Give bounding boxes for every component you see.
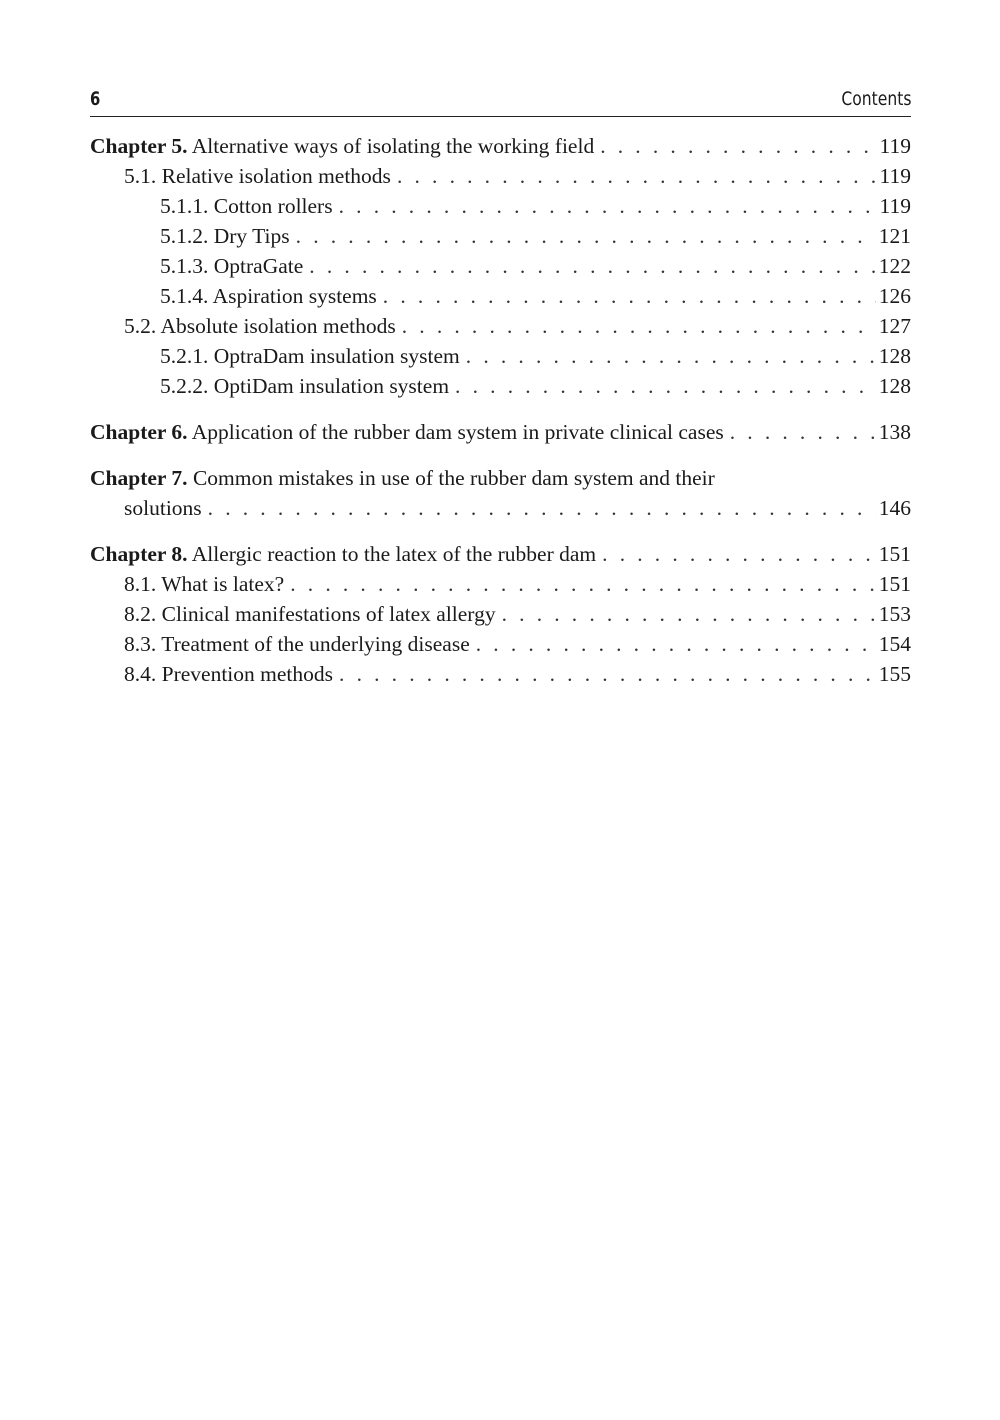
- dot-leader: [502, 599, 876, 629]
- dot-leader: [208, 493, 876, 523]
- toc-entry-chapter-7: [90, 493, 911, 523]
- page-ref: 119: [879, 194, 911, 218]
- dot-leader: [339, 191, 877, 221]
- dot-leader: [600, 131, 876, 161]
- chapter-title-line-1: Common mistakes in use of the rubber dam system and their: [192, 466, 715, 490]
- page-ref: 122: [878, 254, 911, 278]
- page-ref: 119: [879, 164, 911, 188]
- section-title: 5.1. Relative isolation methods: [124, 164, 391, 188]
- dot-leader: [290, 569, 876, 599]
- toc-entry-5-1[interactable]: [90, 161, 911, 191]
- toc-entry-5-1-4[interactable]: [90, 281, 911, 311]
- section-title: 5.1.2. Dry Tips: [160, 224, 290, 248]
- toc-entry-chapter-6[interactable]: [90, 417, 911, 447]
- page-ref: 146: [878, 496, 911, 520]
- running-head: [90, 86, 911, 117]
- chapter-label: Chapter 5.: [90, 134, 188, 158]
- toc-entry-chapter-8[interactable]: [90, 539, 911, 569]
- dot-leader: [383, 281, 876, 311]
- page-number: 6: [90, 88, 101, 110]
- section-title: 5.1.4. Aspiration systems: [160, 284, 377, 308]
- dot-leader: [730, 417, 876, 447]
- toc-entry-5-2-1[interactable]: [90, 341, 911, 371]
- toc-entry-8-1[interactable]: [90, 569, 911, 599]
- page-ref: 138: [878, 420, 911, 444]
- toc-entry-8-4[interactable]: [90, 659, 911, 689]
- dot-leader: [309, 251, 875, 281]
- dot-leader: [455, 371, 876, 401]
- page-ref: 121: [878, 224, 911, 248]
- page-ref: 127: [878, 314, 911, 338]
- section-title: 8.3. Treatment of the underlying disease: [124, 632, 470, 656]
- toc-entry-5-1-3[interactable]: [90, 251, 911, 281]
- page-ref: 155: [878, 662, 911, 686]
- section-title: 5.1.1. Cotton rollers: [160, 194, 333, 218]
- dot-leader: [397, 161, 877, 191]
- toc-chapter-6: [90, 417, 911, 447]
- toc-entry-8-3[interactable]: [90, 629, 911, 659]
- dot-leader: [476, 629, 876, 659]
- running-head-title: Contents: [840, 88, 911, 110]
- toc-entry-5-2-2[interactable]: [90, 371, 911, 401]
- chapter-title: Alternative ways of isolating the working field: [191, 134, 595, 158]
- table-of-contents: [90, 131, 911, 705]
- section-title: 5.1.3. OptraGate: [160, 254, 304, 278]
- section-title: 5.2.1. OptraDam insulation system: [160, 344, 460, 368]
- section-title: 5.2. Absolute isolation methods: [124, 314, 396, 338]
- page-ref: 151: [878, 572, 911, 596]
- toc-entry-5-1-2[interactable]: [90, 221, 911, 251]
- dot-leader: [602, 539, 876, 569]
- chapter-label: Chapter 7.: [90, 466, 188, 490]
- toc-chapter-8: [90, 539, 911, 689]
- toc-chapter-5: [90, 131, 911, 401]
- chapter-title-line-2: solutions: [124, 496, 202, 520]
- toc-entry-5-2[interactable]: [90, 311, 911, 341]
- section-title: 8.1. What is latex?: [124, 572, 285, 596]
- toc-entry-chapter-5[interactable]: [90, 131, 911, 161]
- chapter-title: Application of the rubber dam system in private clinical cases: [191, 420, 724, 444]
- chapter-title: Allergic reaction to the latex of the rubber dam: [191, 542, 597, 566]
- dot-leader: [402, 311, 876, 341]
- section-title: 5.2.2. OptiDam insulation system: [160, 374, 450, 398]
- dot-leader: [339, 659, 876, 689]
- page-ref: 119: [879, 134, 911, 158]
- dot-leader: [466, 341, 876, 371]
- page-ref: 151: [878, 542, 911, 566]
- dot-leader: [296, 221, 876, 251]
- section-title: 8.2. Clinical manifestations of latex allergy: [124, 602, 496, 626]
- page-ref: 153: [878, 602, 911, 626]
- page-ref: 154: [878, 632, 911, 656]
- page-ref: 128: [878, 344, 911, 368]
- chapter-label: Chapter 6.: [90, 420, 188, 444]
- chapter-label: Chapter 8.: [90, 542, 188, 566]
- section-title: 8.4. Prevention methods: [124, 662, 334, 686]
- page-ref: 126: [878, 284, 911, 308]
- page-ref: 128: [878, 374, 911, 398]
- toc-entry-5-1-1[interactable]: [90, 191, 911, 221]
- toc-chapter-7[interactable]: [90, 463, 911, 523]
- toc-entry-8-2[interactable]: [90, 599, 911, 629]
